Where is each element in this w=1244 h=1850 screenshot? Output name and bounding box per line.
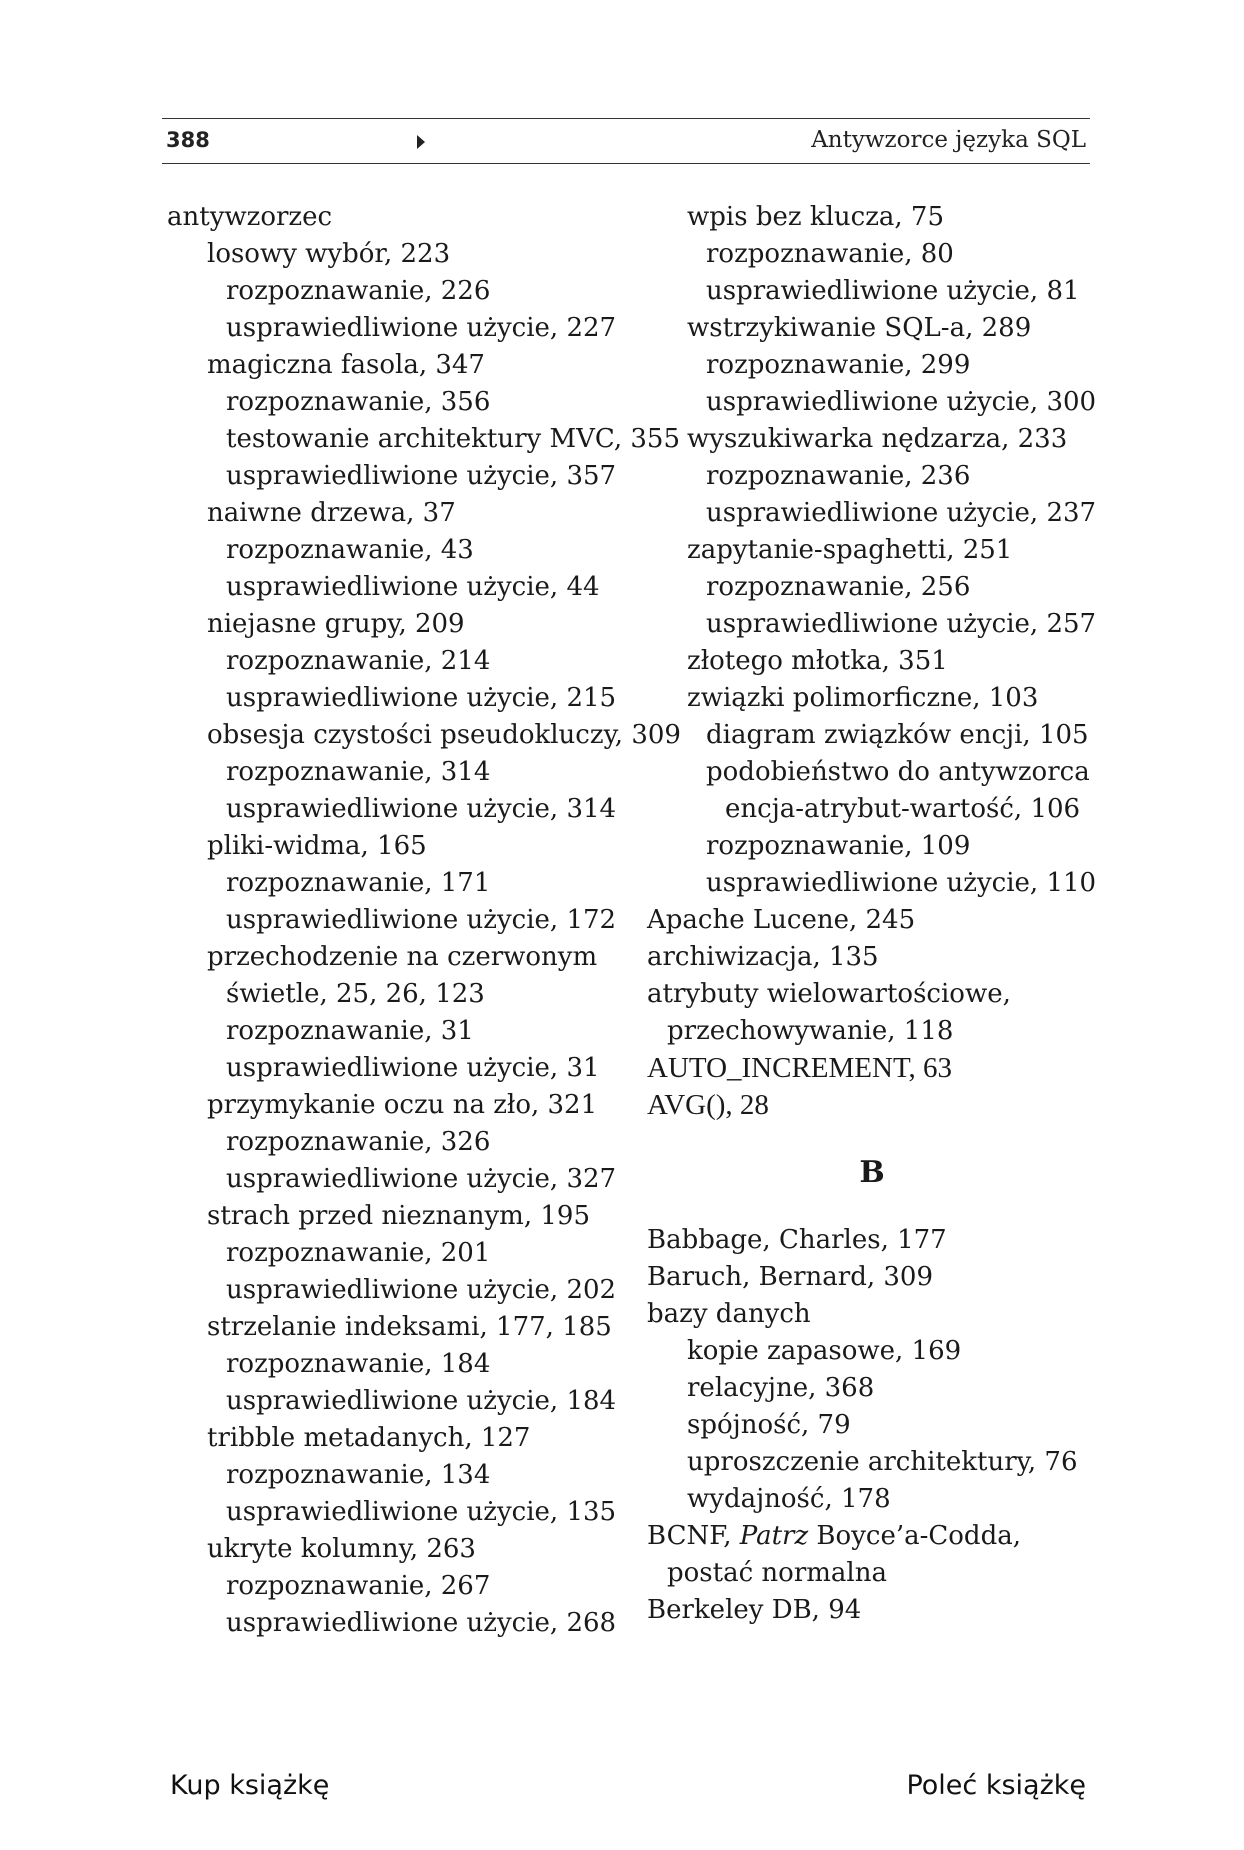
triangle-right-icon xyxy=(417,135,425,149)
index-entry: rozpoznawanie, 184 xyxy=(226,1349,491,1379)
index-entry: rozpoznawanie, 299 xyxy=(706,350,971,380)
index-entry: Baruch, Bernard, 309 xyxy=(647,1262,934,1292)
index-entry: usprawiedliwione użycie, 257 xyxy=(706,609,1097,639)
index-entry: Babbage, Charles, 177 xyxy=(647,1225,947,1255)
index-entry: wpis bez klucza, 75 xyxy=(687,202,945,232)
index-entry: usprawiedliwione użycie, 314 xyxy=(226,794,617,824)
index-entry: wyszukiwarka nędzarza, 233 xyxy=(687,424,1068,454)
index-entry: postać normalna xyxy=(667,1558,887,1588)
index-entry: rozpoznawanie, 356 xyxy=(226,387,491,417)
index-entry: rozpoznawanie, 109 xyxy=(706,831,971,861)
index-entry: związki polimorficzne, 103 xyxy=(687,683,1039,713)
index-entry: usprawiedliwione użycie, 215 xyxy=(226,683,617,713)
index-entry: spójność, 79 xyxy=(687,1410,851,1440)
index-entry: diagram związków encji, 105 xyxy=(706,720,1089,750)
index-entry: rozpoznawanie, 201 xyxy=(226,1238,491,1268)
index-entry: rozpoznawanie, 134 xyxy=(226,1460,491,1490)
index-column-left xyxy=(167,199,681,1642)
index-entry: pliki-widma, 165 xyxy=(207,831,427,861)
index-entry: losowy wybór, 223 xyxy=(207,239,451,269)
index-entry: strzelanie indeksami, 177, 185 xyxy=(207,1312,612,1342)
index-entry: rozpoznawanie, 267 xyxy=(226,1571,491,1601)
index-entry: usprawiedliwione użycie, 184 xyxy=(226,1386,617,1416)
index-entry: rozpoznawanie, 171 xyxy=(226,868,491,898)
index-entry: usprawiedliwione użycie, 202 xyxy=(226,1275,617,1305)
index-entry: strach przed nieznanym, 195 xyxy=(207,1201,590,1231)
index-entry: Berkeley DB, 94 xyxy=(647,1595,862,1625)
index-entry-text: BCNF, xyxy=(647,1521,740,1551)
index-entry: AVG(), 28 xyxy=(647,1089,769,1121)
index-entry: wydajność, 178 xyxy=(687,1484,891,1514)
index-entry: atrybuty wielowartościowe, xyxy=(647,979,1011,1009)
index-entry: rozpoznawanie, 31 xyxy=(226,1016,474,1046)
index-entry: encja-atrybut-wartość, 106 xyxy=(725,794,1081,824)
index-entry: rozpoznawanie, 326 xyxy=(226,1127,491,1157)
index-entry: Apache Lucene, 245 xyxy=(647,905,916,935)
index-entry: rozpoznawanie, 256 xyxy=(706,572,971,602)
index-entry xyxy=(647,1518,1097,1555)
index-entry: kopie zapasowe, 169 xyxy=(687,1336,962,1366)
index-entry: złotego młotka, 351 xyxy=(687,646,948,676)
index-entry: usprawiedliwione użycie, 227 xyxy=(226,313,617,343)
index-entry: usprawiedliwione użycie, 237 xyxy=(706,498,1097,528)
index-entry: archiwizacja, 135 xyxy=(647,942,879,972)
index-entry: usprawiedliwione użycie, 300 xyxy=(706,387,1097,417)
index-entry: usprawiedliwione użycie, 268 xyxy=(226,1608,617,1638)
index-entry: rozpoznawanie, 236 xyxy=(706,461,971,491)
buy-book-link[interactable]: Kup książkę xyxy=(170,1770,330,1801)
index-entry: tribble metadanych, 127 xyxy=(207,1423,531,1453)
recommend-book-link[interactable]: Poleć książkę xyxy=(906,1770,1086,1801)
index-entry: rozpoznawanie, 314 xyxy=(226,757,491,787)
index-entry: świetle, 25, 26, 123 xyxy=(226,979,485,1009)
index-entry: relacyjne, 368 xyxy=(687,1373,875,1403)
index-entry: przymykanie oczu na zło, 321 xyxy=(207,1090,598,1120)
index-entry: niejasne grupy, 209 xyxy=(207,609,465,639)
index-column-right xyxy=(647,199,1097,1629)
index-entry: przechodzenie na czerwonym xyxy=(207,942,598,972)
index-entry: wstrzykiwanie SQL-a, 289 xyxy=(687,313,1032,343)
index-entry: obsesja czystości pseudokluczy, 309 xyxy=(207,720,681,750)
index-entry: usprawiedliwione użycie, 357 xyxy=(226,461,617,491)
index-entry: rozpoznawanie, 214 xyxy=(226,646,491,676)
running-title: Antywzorce języka SQL xyxy=(811,127,1086,153)
index-entry: antywzorzec xyxy=(167,202,333,232)
index-entry: usprawiedliwione użycie, 81 xyxy=(706,276,1080,306)
index-entry: usprawiedliwione użycie, 135 xyxy=(226,1497,617,1527)
index-entry: podobieństwo do antywzorca xyxy=(706,757,1090,787)
index-entry: ukryte kolumny, 263 xyxy=(207,1534,476,1564)
index-entry: testowanie architektury MVC, 355 xyxy=(226,424,680,454)
index-entry: zapytanie-spaghetti, 251 xyxy=(687,535,1013,565)
index-entry: magiczna fasola, 347 xyxy=(207,350,485,380)
index-entry-text-rest: Boyce’a-Codda, xyxy=(808,1521,1021,1551)
index-entry: usprawiedliwione użycie, 172 xyxy=(226,905,617,935)
index-entry: rozpoznawanie, 226 xyxy=(226,276,491,306)
index-entry: naiwne drzewa, 37 xyxy=(207,498,456,528)
index-entry: przechowywanie, 118 xyxy=(667,1016,954,1046)
index-entry: usprawiedliwione użycie, 44 xyxy=(226,572,600,602)
index-entry: usprawiedliwione użycie, 110 xyxy=(706,868,1097,898)
index-entry: uproszczenie architektury, 76 xyxy=(687,1447,1078,1477)
page-header xyxy=(162,118,1090,164)
index-entry-italic: Patrz xyxy=(739,1521,809,1551)
index-entry: bazy danych xyxy=(647,1299,811,1329)
index-entry: AUTO_INCREMENT, 63 xyxy=(647,1052,953,1084)
index-entry: usprawiedliwione użycie, 31 xyxy=(226,1053,600,1083)
index-entry: rozpoznawanie, 80 xyxy=(706,239,954,269)
page-number: 388 xyxy=(166,128,210,152)
index-entry: usprawiedliwione użycie, 327 xyxy=(226,1164,617,1194)
index-letter-heading: B xyxy=(859,1155,885,1190)
index-entry: rozpoznawanie, 43 xyxy=(226,535,474,565)
